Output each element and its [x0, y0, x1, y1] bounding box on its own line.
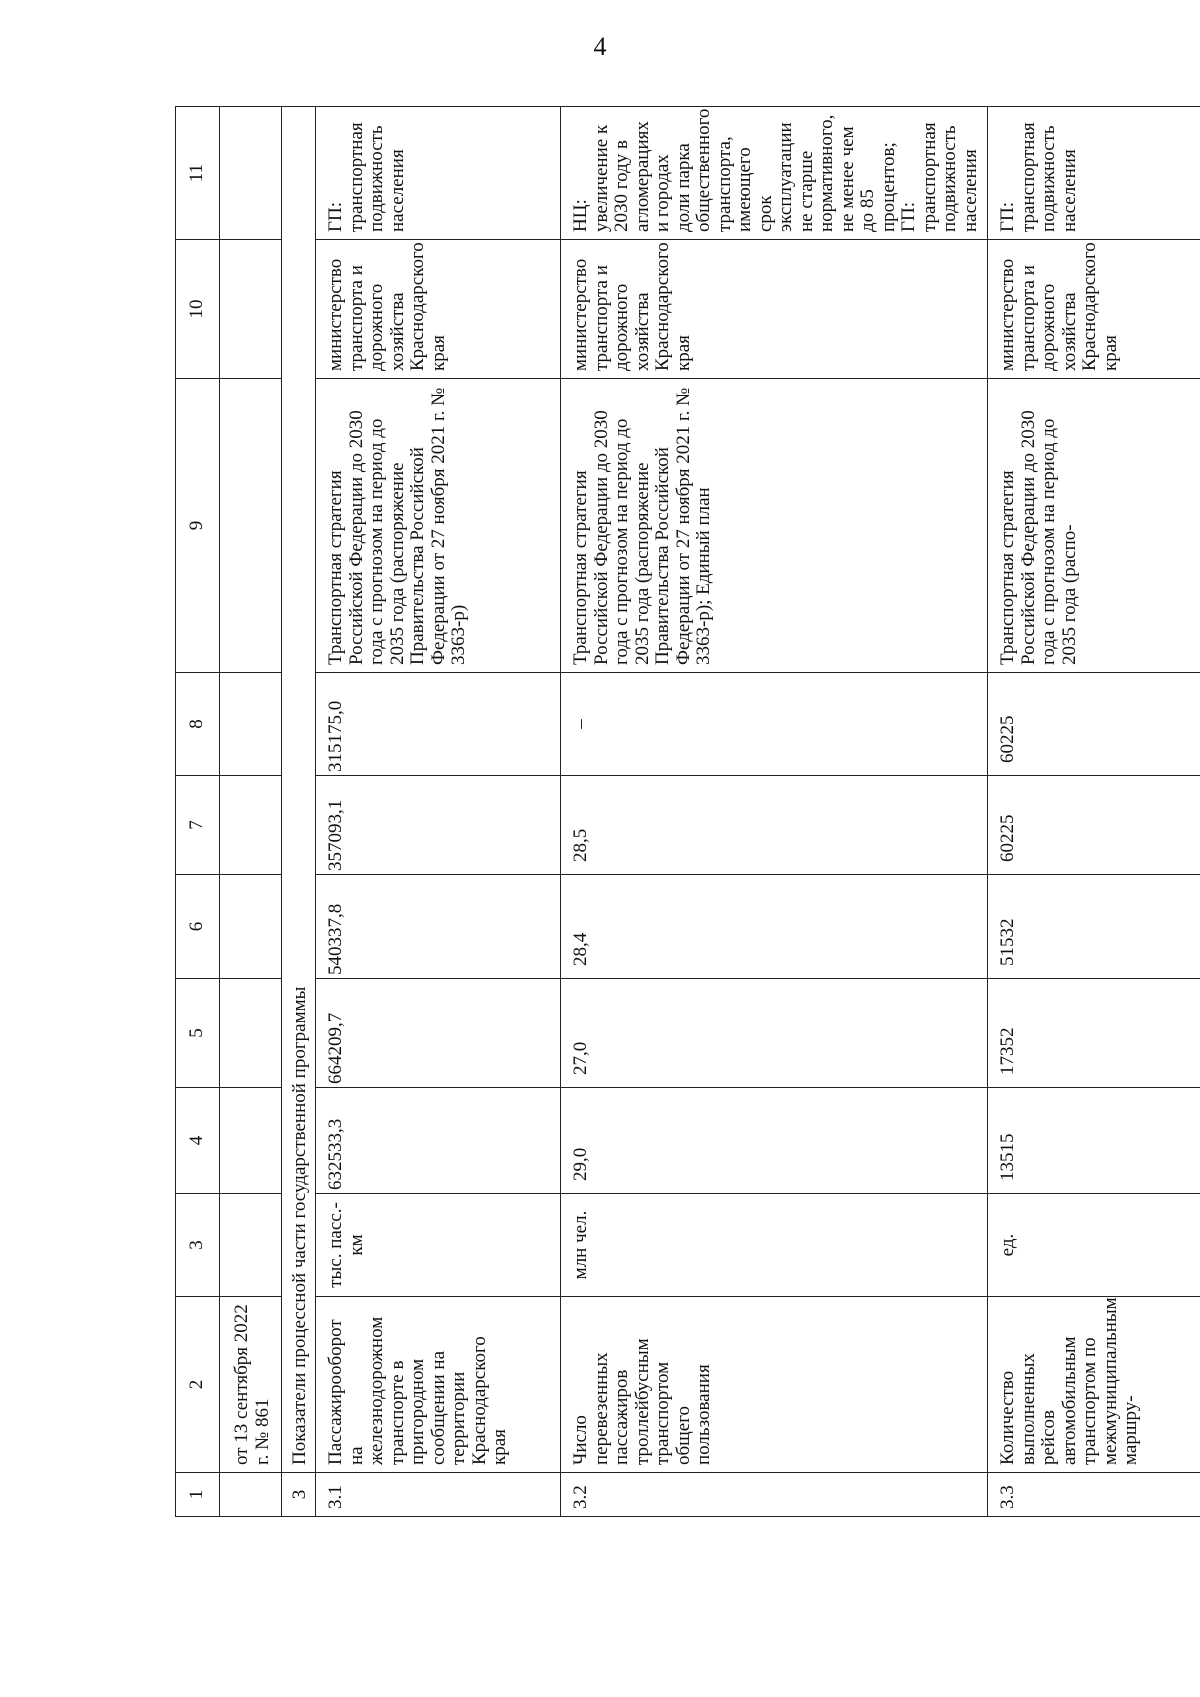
empty-cell: [220, 107, 282, 240]
empty-cell: [220, 240, 282, 379]
indicator-name: Количество выполненных рейсов автомобильным транспортом по межмуниципальным маршру-: [988, 1297, 1200, 1473]
value-col6: 51532: [988, 875, 1200, 979]
responsible-body: министерство транспорта и дорожного хозяйства Краснодарского края: [316, 240, 561, 379]
goal-link: НЦ: увеличение к 2030 году в агломерациях и городах доли парка общественного транспорта, имеющего срок эксплуатации не старше нормативного, не менее чем до 85 процентов; ГП: транспортная подвижность населения: [561, 107, 988, 240]
empty-cell: [220, 979, 282, 1088]
column-number: 7: [176, 776, 220, 875]
unit: ед.: [988, 1194, 1200, 1297]
table-row: [316, 107, 561, 1517]
column-number: 8: [176, 673, 220, 776]
column-number: 3: [176, 1194, 220, 1297]
value-col7: 357093,1: [316, 776, 561, 875]
indicators-table: [175, 106, 1200, 1517]
column-numbers-row: [176, 107, 220, 1517]
empty-cell: [220, 1088, 282, 1194]
value-col5: 17352: [988, 979, 1200, 1088]
reference-text: от 13 сентября 2022 г. № 861: [220, 1297, 282, 1473]
value-col4: 13515: [988, 1088, 1200, 1194]
row-number: 3.1: [316, 1473, 561, 1517]
value-col8: 60225: [988, 673, 1200, 776]
table-row: [561, 107, 988, 1517]
empty-cell: [220, 776, 282, 875]
section-number: 3: [282, 1473, 316, 1517]
unit: тыс. пасс.-км: [316, 1194, 561, 1297]
row-number: 3.2: [561, 1473, 988, 1517]
empty-cell: [220, 379, 282, 673]
reference-row: [220, 107, 282, 1517]
source-document: Транспортная стратегия Российской Федерации до 2030 года с прогнозом на период до 2035 года (распоряжение Правительства Российской Федерации от 27 ноября 2021 г. № 3363-р); Единый план: [561, 379, 988, 673]
row-number: 3.3: [988, 1473, 1200, 1517]
value-col8: 315175,0: [316, 673, 561, 776]
table-row: [988, 107, 1200, 1517]
value-col7: 60225: [988, 776, 1200, 875]
column-number: 11: [176, 107, 220, 240]
value-col4: 632533,3: [316, 1088, 561, 1194]
value-col8: –: [561, 673, 988, 776]
indicator-name: Пассажирооборот на железнодорожном транспорте в пригородном сообщении на территории Краснодарского края: [316, 1297, 561, 1473]
section-title: Показатели процессной части государственной программы: [282, 107, 316, 1473]
value-col6: 540337,8: [316, 875, 561, 979]
column-number: 2: [176, 1297, 220, 1473]
indicators-table-rotated: [175, 107, 1145, 1517]
column-number: 9: [176, 379, 220, 673]
indicator-name: Число перевезенных пассажиров троллейбусным транспортом общего пользования: [561, 1297, 988, 1473]
empty-cell: [220, 1194, 282, 1297]
empty-cell: [220, 1473, 282, 1517]
column-number: 5: [176, 979, 220, 1088]
goal-link: ГП: транспортная подвижность населения: [316, 107, 561, 240]
section-row: [282, 107, 316, 1517]
empty-cell: [220, 673, 282, 776]
value-col6: 28,4: [561, 875, 988, 979]
value-col5: 664209,7: [316, 979, 561, 1088]
goal-link: ГП: транспортная подвижность населения: [988, 107, 1200, 240]
column-number: 4: [176, 1088, 220, 1194]
source-document: Транспортная стратегия Российской Федерации до 2030 года с прогнозом на период до 2035 года (распоряжение Правительства Российской Федерации от 27 ноября 2021 г. № 3363-р): [316, 379, 561, 673]
source-document: Транспортная стратегия Российской Федерации до 2030 года с прогнозом на период до 2035 года (распо-: [988, 379, 1200, 673]
value-col5: 27,0: [561, 979, 988, 1088]
value-col4: 29,0: [561, 1088, 988, 1194]
value-col7: 28,5: [561, 776, 988, 875]
column-number: 1: [176, 1473, 220, 1517]
column-number: 6: [176, 875, 220, 979]
responsible-body: министерство транспорта и дорожного хозяйства Краснодарского края: [988, 240, 1200, 379]
empty-cell: [220, 875, 282, 979]
page-number: 4: [593, 32, 607, 61]
responsible-body: министерство транспорта и дорожного хозяйства Краснодарского края: [561, 240, 988, 379]
unit: млн чел.: [561, 1194, 988, 1297]
column-number: 10: [176, 240, 220, 379]
